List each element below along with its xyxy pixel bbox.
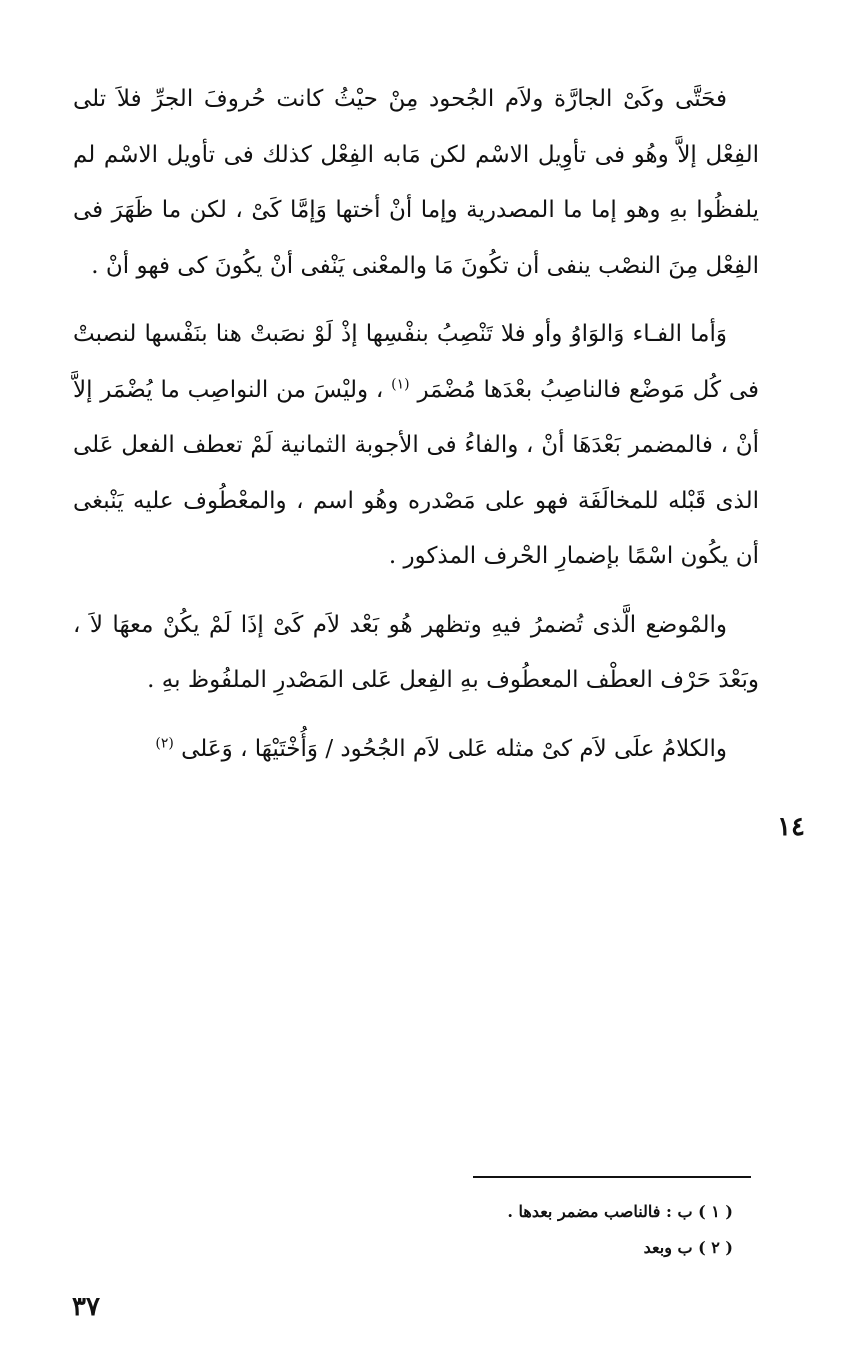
footnote-reference-2: (٢) <box>155 734 174 751</box>
paragraph-1-text: فحَتَّى وكَىْ الجارَّة ولاَم الجُحود مِنْ حيْثُ كانت حُروفَ الجرِّ فلاَ تلى الفِعْل إلاَّ وهُو فى تأوِيل الاسْم لكن مَابه الفِعْل كذلك فى تأويل الاسْم لم يلفظُوا بهِ وهو إما ما المصدرية وإما أنْ أختها وَإمَّا كَىْ ، لكن ما ظَهَرَ فى الفِعْل مِنَ النصْب ينفى أن تكُونَ مَا والمعْنى يَنْفى أنْ يكُونَ كى فهو أنْ . <box>73 86 759 279</box>
paragraph-4-text: والكلامُ علَى لاَم كىْ مثله عَلى لاَم الجُحُود / وَأُخْتَيْهَا ، وَعَلى <box>181 735 727 762</box>
page-number: ٣٧ <box>72 1292 100 1322</box>
footnotes <box>507 1194 733 1266</box>
paragraph-2-text-before-note: وَأما الفـاء وَالوَاوُ وأو فلا تَنْصِبُ بنفْسِها إذْ لَوْ نصَبتْ هنا بنَفْسها لنصبتْ فى كُل مَوضْع فالناصِبُ بعْدَها مُضْمَر <box>73 321 760 403</box>
footnote-1: ( ١ ) ب : فالناصب مضمر بعدها . <box>507 1202 733 1221</box>
footnote-divider <box>473 1176 751 1178</box>
paragraph-4 <box>73 722 759 778</box>
paragraph-2 <box>73 307 759 585</box>
paragraph-3 <box>73 598 759 709</box>
paragraph-1 <box>73 72 759 294</box>
main-text <box>73 72 759 777</box>
margin-folio-number: ١٤ <box>777 812 805 842</box>
paragraph-3-text: والمْوضع الَّذى تُضمرُ فيهِ وتظهر هُو بَعْد لاَم كَىْ إذَا لَمْ يكُنْ معهَا لاَ ، وبَعْدَ حَرْف العطْف المعطُوف بهِ الفِعل عَلى المَصْدرِ الملفُوظ بهِ . <box>73 611 759 693</box>
footnote-2: ( ٢ ) ب وبعد <box>643 1238 733 1257</box>
footnote-reference-1: (١) <box>391 375 410 392</box>
paragraph-2-text-after-note: ، وليْسَ من النواصِب ما يُضْمَر إلاَّ أنْ ، فالمضمر بَعْدَهَا أنْ ، والفاءُ فى الأجوبة الثمانية لَمْ تعطف الفعل عَلى الذى قَبْله للمخالَفَة فهو على مَصْدره وهُو اسم ، والمعْطُوف عليه يَنْبغى أن يكُون اسْمًا بإضمارِ الحْرف المذكور . <box>73 376 759 569</box>
